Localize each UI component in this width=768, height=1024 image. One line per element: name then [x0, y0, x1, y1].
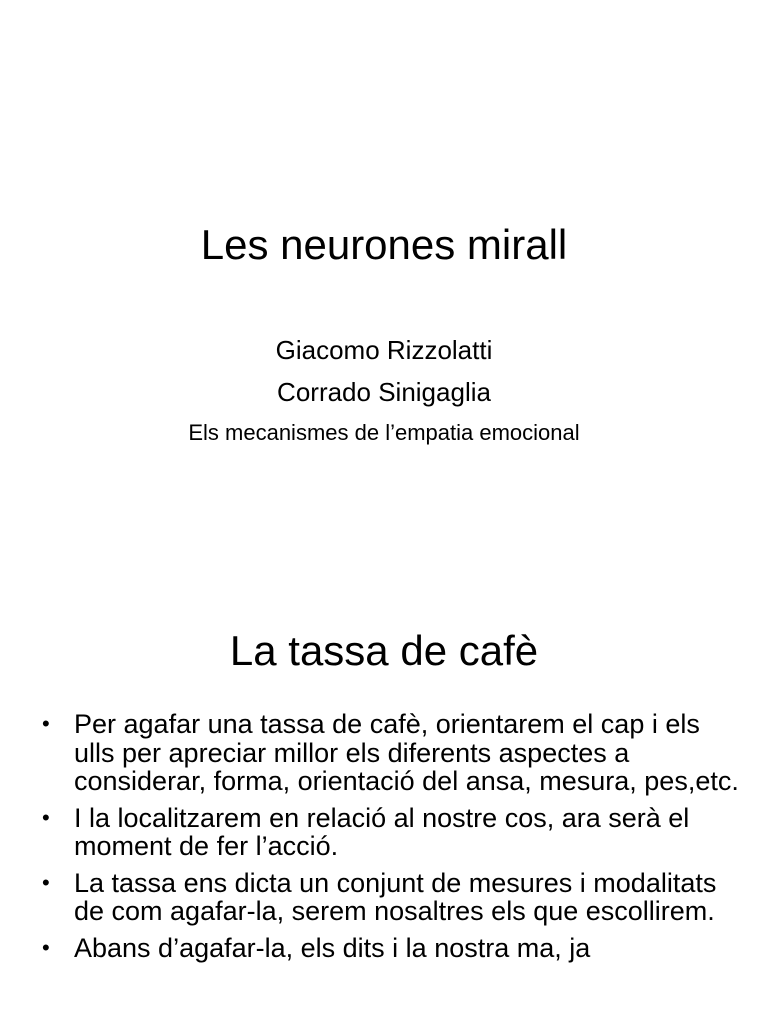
- author-name: Giacomo Rizzolatti: [275, 335, 493, 365]
- slide-subtitle: Els mecanismes de l’empatia emocional: [188, 420, 580, 445]
- bullet-icon: •: [42, 804, 50, 830]
- bullet-item: [40, 804, 740, 861]
- bullet-item: [40, 934, 740, 963]
- bullet-text: Per agafar una tassa de cafè, orientarem el cap i els ulls per apreciar millor els diferents aspectes a considerar, forma, orientació del ansa, mesura, pes,etc.: [74, 709, 739, 796]
- bullet-list: [40, 710, 740, 970]
- bullet-item: [40, 869, 740, 926]
- author-name: Corrado Sinigaglia: [277, 377, 491, 407]
- bullet-text: Abans d’agafar-la, els dits i la nostra ma, ja: [74, 932, 591, 963]
- slide-heading: La tassa de cafè: [229, 627, 539, 674]
- bullet-icon: •: [42, 869, 50, 895]
- bullet-text: La tassa ens dicta un conjunt de mesures i modalitats de com agafar-la, serem nosaltres els que escollirem.: [74, 867, 717, 926]
- bullet-icon: •: [42, 711, 50, 736]
- bullet-text: I la localitzarem en relació al nostre cos, ara serà el moment de fer l’acció.: [74, 802, 690, 861]
- bullet-item: [40, 710, 740, 796]
- slide-title-heading: Les neurones mirall: [200, 221, 568, 268]
- bullet-icon: •: [42, 934, 50, 960]
- slide-coffee-cup: [0, 576, 768, 1024]
